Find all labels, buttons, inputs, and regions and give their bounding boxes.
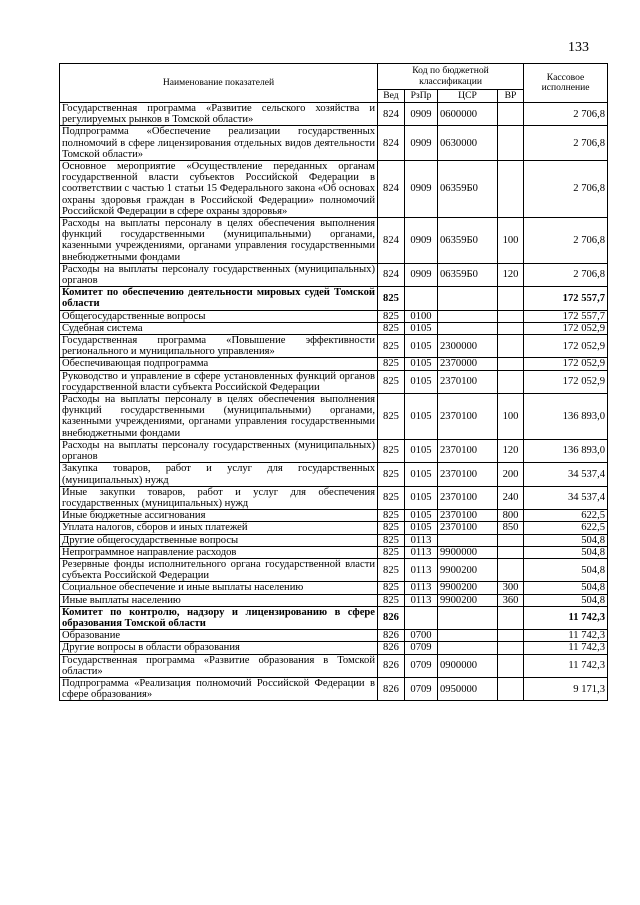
row-csr: 2370100 bbox=[438, 463, 498, 486]
row-vr bbox=[498, 287, 524, 310]
row-name: Образование bbox=[60, 630, 378, 642]
row-vr bbox=[498, 322, 524, 334]
budget-execution-table bbox=[59, 63, 608, 701]
row-name: Социальное обеспечение и иные выплаты населению bbox=[60, 582, 378, 594]
row-amount: 34 537,4 bbox=[524, 486, 608, 509]
row-name: Иные бюджетные ассигнования bbox=[60, 510, 378, 522]
header-vr: ВР bbox=[498, 90, 524, 103]
row-vr bbox=[498, 358, 524, 370]
row-rzpr: 0113 bbox=[405, 582, 438, 594]
row-rzpr: 0909 bbox=[405, 218, 438, 264]
row-vr bbox=[498, 534, 524, 546]
row-ved: 825 bbox=[378, 558, 405, 581]
row-ved: 825 bbox=[378, 534, 405, 546]
table-row bbox=[60, 161, 608, 218]
row-amount: 622,5 bbox=[524, 510, 608, 522]
table-row bbox=[60, 594, 608, 606]
row-csr: 2370100 bbox=[438, 486, 498, 509]
row-amount: 504,8 bbox=[524, 582, 608, 594]
row-vr bbox=[498, 677, 524, 700]
row-csr bbox=[438, 606, 498, 629]
row-amount: 172 557,7 bbox=[524, 310, 608, 322]
row-rzpr: 0105 bbox=[405, 335, 438, 358]
row-ved: 825 bbox=[378, 394, 405, 440]
row-name: Государственная программа «Повышение эффективности регионального и муниципального управления» bbox=[60, 335, 378, 358]
row-ved: 825 bbox=[378, 310, 405, 322]
row-name: Другие вопросы в области образования bbox=[60, 642, 378, 654]
row-vr: 100 bbox=[498, 218, 524, 264]
row-ved: 825 bbox=[378, 546, 405, 558]
table-row bbox=[60, 263, 608, 286]
row-vr bbox=[498, 642, 524, 654]
row-vr: 300 bbox=[498, 582, 524, 594]
row-rzpr: 0105 bbox=[405, 439, 438, 462]
row-rzpr: 0113 bbox=[405, 558, 438, 581]
row-rzpr: 0105 bbox=[405, 463, 438, 486]
row-amount: 622,5 bbox=[524, 522, 608, 534]
row-ved: 825 bbox=[378, 486, 405, 509]
row-name: Расходы на выплаты персоналу государственных (муниципальных) органов bbox=[60, 263, 378, 286]
header-amount: Кассовое исполнение bbox=[524, 64, 608, 103]
row-rzpr: 0105 bbox=[405, 510, 438, 522]
row-amount: 172 052,9 bbox=[524, 335, 608, 358]
table-row bbox=[60, 335, 608, 358]
row-amount: 2 706,8 bbox=[524, 126, 608, 161]
row-csr bbox=[438, 630, 498, 642]
row-name: Иные выплаты населению bbox=[60, 594, 378, 606]
row-csr: 2370100 bbox=[438, 510, 498, 522]
table-row bbox=[60, 126, 608, 161]
row-ved: 825 bbox=[378, 594, 405, 606]
row-ved: 824 bbox=[378, 126, 405, 161]
row-vr bbox=[498, 654, 524, 677]
row-name: Закупка товаров, работ и услуг для государственных (муниципальных) нужд bbox=[60, 463, 378, 486]
row-ved: 824 bbox=[378, 263, 405, 286]
row-rzpr: 0709 bbox=[405, 677, 438, 700]
row-name: Государственная программа «Развитие сельского хозяйства и регулируемых рынков в Томской области» bbox=[60, 103, 378, 126]
table-row bbox=[60, 370, 608, 393]
row-rzpr: 0105 bbox=[405, 322, 438, 334]
table-row bbox=[60, 287, 608, 310]
row-name: Руководство и управление в сфере установленных функций органов государственной власти субъекта Российской Федерации bbox=[60, 370, 378, 393]
row-ved: 826 bbox=[378, 654, 405, 677]
row-csr: 9900200 bbox=[438, 582, 498, 594]
table-row bbox=[60, 310, 608, 322]
row-rzpr: 0113 bbox=[405, 594, 438, 606]
row-name: Комитет по контролю, надзору и лицензированию в сфере образования Томской области bbox=[60, 606, 378, 629]
row-csr: 2370000 bbox=[438, 358, 498, 370]
table-row bbox=[60, 642, 608, 654]
row-ved: 824 bbox=[378, 161, 405, 218]
row-vr: 850 bbox=[498, 522, 524, 534]
row-csr: 2370100 bbox=[438, 370, 498, 393]
row-csr bbox=[438, 310, 498, 322]
row-csr: 0900000 bbox=[438, 654, 498, 677]
row-name: Подпрограмма «Реализация полномочий Российской Федерации в сфере образования» bbox=[60, 677, 378, 700]
row-vr bbox=[498, 335, 524, 358]
row-ved: 825 bbox=[378, 582, 405, 594]
row-amount: 2 706,8 bbox=[524, 263, 608, 286]
row-amount: 2 706,8 bbox=[524, 103, 608, 126]
row-ved: 825 bbox=[378, 322, 405, 334]
row-ved: 825 bbox=[378, 335, 405, 358]
table-row bbox=[60, 358, 608, 370]
row-rzpr bbox=[405, 606, 438, 629]
row-rzpr: 0909 bbox=[405, 161, 438, 218]
row-name: Судебная система bbox=[60, 322, 378, 334]
row-csr: 0950000 bbox=[438, 677, 498, 700]
row-name: Уплата налогов, сборов и иных платежей bbox=[60, 522, 378, 534]
row-vr bbox=[498, 310, 524, 322]
table-row bbox=[60, 103, 608, 126]
table-row bbox=[60, 439, 608, 462]
row-csr: 9900200 bbox=[438, 558, 498, 581]
header-csr: ЦСР bbox=[438, 90, 498, 103]
row-ved: 825 bbox=[378, 522, 405, 534]
row-name: Расходы на выплаты персоналу в целях обеспечения выполнения функций государственными (муниципальными) органами, казенными учреждениями, органами управления государственными внебюджетными фондами bbox=[60, 394, 378, 440]
row-rzpr: 0105 bbox=[405, 394, 438, 440]
header-code-group: Код по бюджетной классификации bbox=[378, 64, 524, 90]
row-vr bbox=[498, 370, 524, 393]
row-amount: 504,8 bbox=[524, 558, 608, 581]
row-rzpr: 0909 bbox=[405, 126, 438, 161]
table-body bbox=[60, 103, 608, 701]
row-name: Резервные фонды исполнительного органа государственной власти субъекта Российской Федерации bbox=[60, 558, 378, 581]
row-csr bbox=[438, 287, 498, 310]
row-ved: 825 bbox=[378, 510, 405, 522]
row-csr: 9900200 bbox=[438, 594, 498, 606]
row-amount: 504,8 bbox=[524, 546, 608, 558]
row-csr: 2370100 bbox=[438, 439, 498, 462]
row-amount: 11 742,3 bbox=[524, 630, 608, 642]
row-name: Иные закупки товаров, работ и услуг для обеспечения государственных (муниципальных) нужд bbox=[60, 486, 378, 509]
row-amount: 172 052,9 bbox=[524, 358, 608, 370]
table-row bbox=[60, 582, 608, 594]
header-rzpr: РзПр bbox=[405, 90, 438, 103]
row-rzpr: 0709 bbox=[405, 654, 438, 677]
table-row bbox=[60, 546, 608, 558]
table-row bbox=[60, 218, 608, 264]
table-row bbox=[60, 558, 608, 581]
table-row bbox=[60, 486, 608, 509]
header-name: Наименование показателей bbox=[60, 64, 378, 103]
table-row bbox=[60, 677, 608, 700]
table-row bbox=[60, 522, 608, 534]
row-rzpr: 0909 bbox=[405, 103, 438, 126]
row-vr bbox=[498, 103, 524, 126]
row-ved: 824 bbox=[378, 103, 405, 126]
row-amount: 172 052,9 bbox=[524, 370, 608, 393]
row-rzpr: 0100 bbox=[405, 310, 438, 322]
row-amount: 172 557,7 bbox=[524, 287, 608, 310]
row-vr: 360 bbox=[498, 594, 524, 606]
row-vr: 120 bbox=[498, 439, 524, 462]
row-csr bbox=[438, 642, 498, 654]
row-csr bbox=[438, 534, 498, 546]
table-row bbox=[60, 630, 608, 642]
row-rzpr: 0105 bbox=[405, 358, 438, 370]
row-vr bbox=[498, 558, 524, 581]
row-vr: 240 bbox=[498, 486, 524, 509]
table-row bbox=[60, 654, 608, 677]
row-name: Обеспечивающая подпрограмма bbox=[60, 358, 378, 370]
row-vr: 100 bbox=[498, 394, 524, 440]
row-ved: 826 bbox=[378, 630, 405, 642]
row-csr: 0600000 bbox=[438, 103, 498, 126]
row-vr: 120 bbox=[498, 263, 524, 286]
table-row bbox=[60, 606, 608, 629]
row-ved: 825 bbox=[378, 463, 405, 486]
row-rzpr: 0113 bbox=[405, 546, 438, 558]
row-name: Непрограммное направление расходов bbox=[60, 546, 378, 558]
header-ved: Вед bbox=[378, 90, 405, 103]
row-name: Подпрограмма «Обеспечение реализации государственных полномочий в сфере лицензирования отдельных видов деятельности Томской области» bbox=[60, 126, 378, 161]
row-csr: 2370100 bbox=[438, 394, 498, 440]
row-vr bbox=[498, 161, 524, 218]
table-row bbox=[60, 510, 608, 522]
row-vr bbox=[498, 546, 524, 558]
row-ved: 824 bbox=[378, 218, 405, 264]
row-rzpr: 0709 bbox=[405, 642, 438, 654]
row-amount: 172 052,9 bbox=[524, 322, 608, 334]
row-ved: 826 bbox=[378, 606, 405, 629]
row-rzpr: 0105 bbox=[405, 522, 438, 534]
row-amount: 504,8 bbox=[524, 594, 608, 606]
row-amount: 136 893,0 bbox=[524, 394, 608, 440]
row-rzpr: 0105 bbox=[405, 486, 438, 509]
row-csr: 2370100 bbox=[438, 522, 498, 534]
row-name: Государственная программа «Развитие образования в Томской области» bbox=[60, 654, 378, 677]
row-vr: 200 bbox=[498, 463, 524, 486]
row-rzpr: 0113 bbox=[405, 534, 438, 546]
table-row bbox=[60, 463, 608, 486]
row-ved: 825 bbox=[378, 370, 405, 393]
row-csr: 06359Б0 bbox=[438, 263, 498, 286]
row-vr bbox=[498, 606, 524, 629]
row-rzpr: 0700 bbox=[405, 630, 438, 642]
row-vr bbox=[498, 126, 524, 161]
page-number: 133 bbox=[568, 40, 589, 55]
row-rzpr: 0105 bbox=[405, 370, 438, 393]
row-amount: 11 742,3 bbox=[524, 642, 608, 654]
row-name: Комитет по обеспечению деятельности мировых судей Томской области bbox=[60, 287, 378, 310]
row-vr bbox=[498, 630, 524, 642]
row-ved: 825 bbox=[378, 439, 405, 462]
row-amount: 504,8 bbox=[524, 534, 608, 546]
table-row bbox=[60, 322, 608, 334]
row-ved: 825 bbox=[378, 358, 405, 370]
row-rzpr: 0909 bbox=[405, 263, 438, 286]
row-name: Расходы на выплаты персоналу в целях обеспечения выполнения функций государственными (муниципальными) органами, казенными учреждениями, органами управления государственными внебюджетными фондами bbox=[60, 218, 378, 264]
row-amount: 2 706,8 bbox=[524, 218, 608, 264]
row-name: Общегосударственные вопросы bbox=[60, 310, 378, 322]
row-csr bbox=[438, 322, 498, 334]
row-ved: 826 bbox=[378, 642, 405, 654]
row-amount: 34 537,4 bbox=[524, 463, 608, 486]
row-ved: 826 bbox=[378, 677, 405, 700]
row-amount: 9 171,3 bbox=[524, 677, 608, 700]
row-amount: 136 893,0 bbox=[524, 439, 608, 462]
row-csr: 0630000 bbox=[438, 126, 498, 161]
table-row bbox=[60, 534, 608, 546]
row-vr: 800 bbox=[498, 510, 524, 522]
row-csr: 9900000 bbox=[438, 546, 498, 558]
table-row bbox=[60, 394, 608, 440]
row-rzpr bbox=[405, 287, 438, 310]
row-ved: 825 bbox=[378, 287, 405, 310]
row-name: Основное мероприятие «Осуществление переданных органам государственной власти субъектов Российской Федерации в соответствии с частью 1 статьи 15 Федерального закона «Об основах охраны здоровья граждан в Российской Федерации» полномочий Российской Федерации в сфере охраны здоровья» bbox=[60, 161, 378, 218]
row-amount: 2 706,8 bbox=[524, 161, 608, 218]
row-csr: 2300000 bbox=[438, 335, 498, 358]
row-name: Другие общегосударственные вопросы bbox=[60, 534, 378, 546]
row-amount: 11 742,3 bbox=[524, 654, 608, 677]
row-csr: 06359Б0 bbox=[438, 161, 498, 218]
row-amount: 11 742,3 bbox=[524, 606, 608, 629]
row-csr: 06359Б0 bbox=[438, 218, 498, 264]
row-name: Расходы на выплаты персоналу государственных (муниципальных) органов bbox=[60, 439, 378, 462]
